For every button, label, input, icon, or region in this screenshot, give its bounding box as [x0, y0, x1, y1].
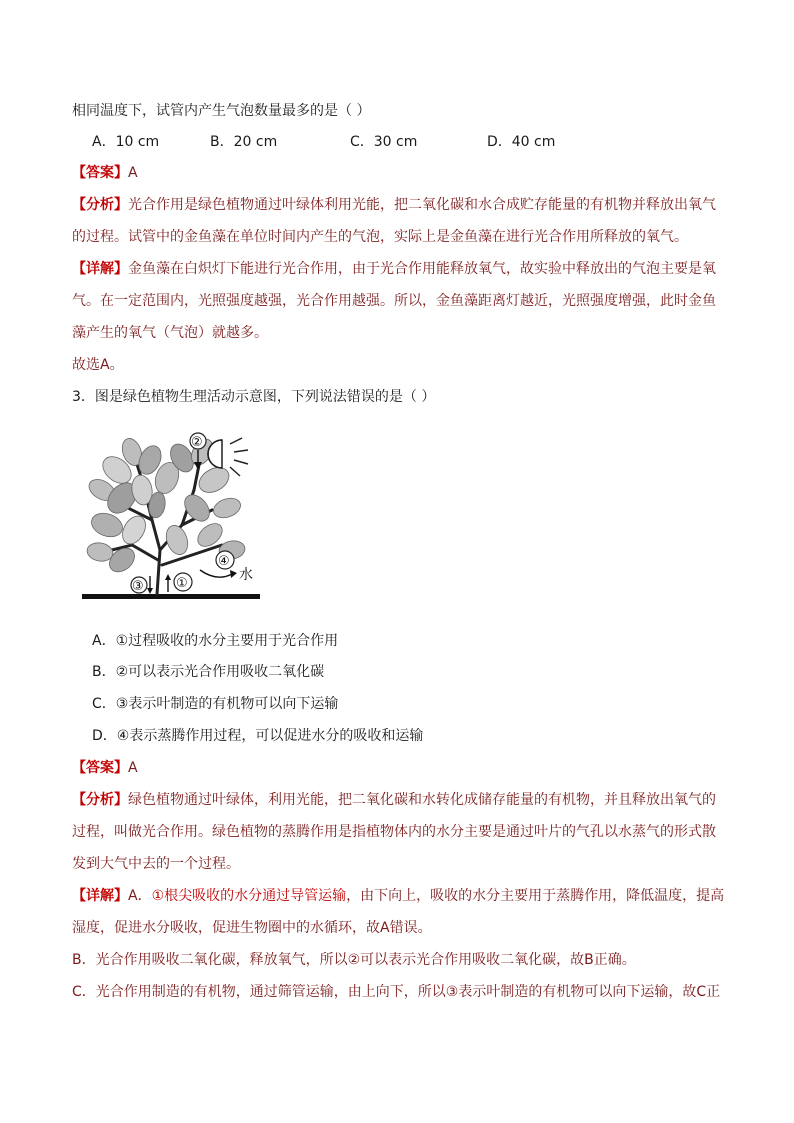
q2-detail-line-2: 气。在一定范围内，光照强度越强，光合作用越强。所以，金鱼藻距离灯越近，光照强度增强，此时金鱼 [72, 293, 716, 309]
answer-value: A [128, 165, 138, 181]
q2-option-d: D．40 cm [487, 134, 556, 150]
q2-answer [72, 163, 138, 183]
detail-a-prefix: A． [128, 888, 152, 904]
q3-detail-b: B．光合作用吸收二氧化碳，释放氧气，所以②可以表示光合作用吸收二氧化碳，故B正确。 [72, 952, 636, 968]
q3-answer [72, 758, 138, 778]
q2-detail-line-3: 藻产生的氧气（气泡）就越多。 [72, 325, 268, 341]
detail-tag: 【详解】 [72, 261, 128, 277]
analysis-tag: 【分析】 [72, 792, 128, 808]
detail-a-rest: ，由下向上，吸收的水分主要用于蒸腾作用，降低温度，提高 [346, 888, 725, 904]
detail-tag: 【详解】 [72, 888, 128, 904]
label-four: ④ [218, 554, 230, 569]
q3-option-a: A．①过程吸收的水分主要用于光合作用 [92, 633, 339, 649]
q2-analysis-line-2: 的过程。试管中的金鱼藻在单位时间内产生的气泡，实际上是金鱼藻在进行光合作用所释放的氧气。 [72, 229, 688, 245]
q3-analysis-line-2: 过程，叫做光合作用。绿色植物的蒸腾作用是指植物体内的水分主要是通过叶片的气孔以水蒸气的形式散 [72, 824, 716, 840]
q3-detail-line-1 [72, 886, 724, 906]
q2-option-b: B．20 cm [210, 134, 278, 150]
answer-tag: 【答案】 [72, 165, 128, 181]
ground-line [82, 594, 260, 599]
analysis-tag: 【分析】 [72, 197, 128, 213]
q2-stem: 相同温度下，试管内产生气泡数量最多的是（ ） [72, 103, 371, 119]
q2-analysis-line-1 [72, 195, 716, 215]
q3-option-d: D．④表示蒸腾作用过程，可以促进水分的吸收和运输 [92, 728, 424, 744]
arrow-three-head [147, 588, 153, 594]
q3-option-b: B．②可以表示光合作用吸收二氧化碳 [92, 664, 325, 680]
label-one: ① [176, 576, 188, 591]
analysis-text: 绿色植物通过叶绿体，利用光能，把二氧化碳和水转化成储存能量的有机物，并且释放出氧气的 [128, 792, 716, 808]
label-water: 水 [239, 567, 253, 583]
answer-tag: 【答案】 [72, 760, 128, 776]
q3-detail-line-2: 湿度，促进水分吸收，促进生物圈中的水循环，故A错误。 [72, 920, 432, 936]
q3-analysis-line-1 [72, 790, 716, 810]
arrow-two-head [194, 462, 202, 470]
detail-a-highlight: ①根尖吸收的水分通过导管运输 [151, 888, 347, 904]
arrow-four [200, 570, 232, 577]
q2-option-c: C．30 cm [350, 134, 418, 150]
q3-stem: 3．图是绿色植物生理活动示意图，下列说法错误的是（ ） [72, 389, 436, 405]
q3-analysis-line-3: 发到大气中去的一个过程。 [72, 856, 240, 872]
analysis-text: 光合作用是绿色植物通过叶绿体利用光能，把二氧化碳和水合成贮存能量的有机物并释放出氧气 [128, 197, 716, 213]
q3-detail-c: C．光合作用制造的有机物，通过筛管运输，由上向下，所以③表示叶制造的有机物可以向下运输，故C正 [72, 984, 721, 1000]
detail-text: 金鱼藻在白炽灯下能进行光合作用，由于光合作用能释放氧气，故实验中释放出的气泡主要是氧 [128, 261, 716, 277]
q2-option-a: A．10 cm [92, 134, 160, 150]
q2-conclusion: 故选A。 [72, 357, 124, 373]
arrow-four-head [230, 570, 237, 578]
q2-detail-line-1 [72, 259, 716, 279]
label-three: ③ [132, 579, 144, 594]
plant-diagram [82, 430, 262, 605]
q3-option-c: C．③表示叶制造的有机物可以向下运输 [92, 696, 339, 712]
answer-value: A [128, 760, 138, 776]
arrow-one-head [165, 574, 171, 580]
label-two: ② [191, 435, 203, 450]
